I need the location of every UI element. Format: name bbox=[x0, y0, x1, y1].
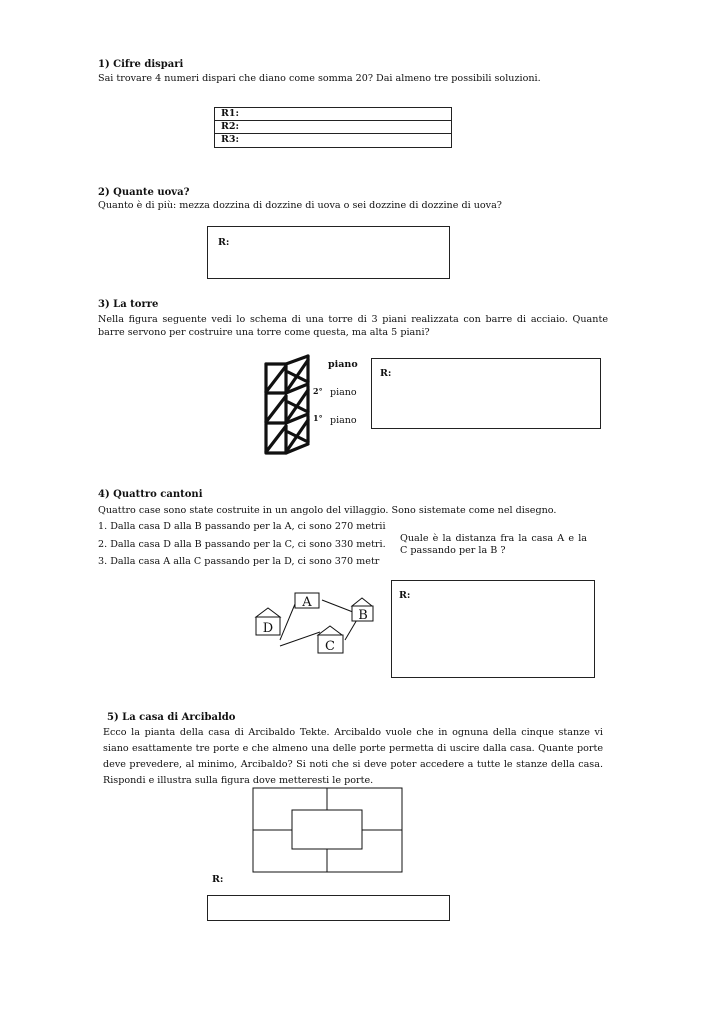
q1-answer-label-2: R2: bbox=[221, 121, 240, 132]
q1-answer-row-1[interactable] bbox=[215, 108, 451, 121]
q1-answer-label-1: R1: bbox=[221, 108, 240, 119]
q5-text: Ecco la pianta della casa di Arcibaldo Tekte. Arcibaldo vuole che in ognuna della cinque stanze vi siano esattamente tre porte e che almeno una delle porte permetta di uscire dalla casa. Quante porte deve prevedere, al minimo, Arcibaldo? Si noti che si deve poter accedere a tutte le stanze della casa. Rispondi e illustra sulla figura dove metteresti le porte. bbox=[103, 727, 603, 786]
q1-title: 1) Cifre dispari bbox=[98, 59, 184, 70]
q5-title: 5) La casa di Arcibaldo bbox=[107, 712, 236, 723]
q3-answer-box[interactable] bbox=[371, 358, 601, 429]
q4-item-2: 2. Dalla casa D alla B passando per la C, ci sono 330 metri. bbox=[98, 539, 386, 550]
q1-text: Sai trovare 4 numeri dispari che diano come somma 20? Dai almeno tre possibili soluzioni. bbox=[98, 73, 541, 84]
q4-item-3: 3. Dalla casa A alla C passando per la D, ci sono 370 metr bbox=[98, 556, 380, 567]
tower-label-num-1: 1° bbox=[313, 413, 323, 423]
tower-label-1: piano bbox=[330, 415, 357, 426]
q1-answer-table bbox=[214, 107, 452, 148]
tower-label-2: piano bbox=[330, 387, 357, 398]
q4-answer-box[interactable] bbox=[391, 580, 595, 678]
q5-answer-box[interactable] bbox=[207, 895, 450, 921]
q3-text: Nella figura seguente vedi lo schema di una torre di 3 piani realizzata con barre di acciaio. Quante barre servono per costruire una torre come questa, ma alta 5 piani? bbox=[98, 314, 608, 338]
tower-label-num-2: 2° bbox=[313, 386, 323, 396]
house-floorplan bbox=[252, 787, 404, 874]
q5-answer-label: R: bbox=[212, 874, 224, 885]
houses-diagram bbox=[250, 588, 385, 658]
q4-answer-label: R: bbox=[399, 590, 411, 601]
house-b-label: B bbox=[358, 608, 368, 623]
tower-label-3: piano bbox=[328, 359, 358, 370]
q2-answer-label: R: bbox=[218, 237, 230, 248]
house-a-label: A bbox=[302, 595, 312, 610]
q1-answer-label-3: R3: bbox=[221, 134, 240, 145]
q3-title: 3) La torre bbox=[98, 299, 159, 310]
q3-answer-label: R: bbox=[380, 368, 392, 379]
floorplan-center-room bbox=[292, 810, 362, 849]
q4-title: 4) Quattro cantoni bbox=[98, 489, 203, 500]
q1-answer-row-3[interactable] bbox=[215, 134, 451, 147]
q2-title: 2) Quante uova? bbox=[98, 187, 190, 198]
q2-text: Quanto è di più: mezza dozzina di dozzine di uova o sei dozzine di dozzine di uova? bbox=[98, 200, 502, 211]
q2-answer-box[interactable] bbox=[207, 226, 450, 279]
q1-answer-row-2[interactable] bbox=[215, 121, 451, 134]
house-c-label: C bbox=[325, 639, 335, 654]
q4-intro: Quattro case sono state costruite in un angolo del villaggio. Sono sistemate come nel disegno. bbox=[98, 505, 557, 516]
q4-question: Quale è la distanza fra la casa A e la C passando per la B ? bbox=[400, 533, 587, 556]
house-d-label: D bbox=[262, 621, 274, 636]
q4-item-1: 1. Dalla casa D alla B passando per la A, ci sono 270 metrii bbox=[98, 521, 386, 532]
